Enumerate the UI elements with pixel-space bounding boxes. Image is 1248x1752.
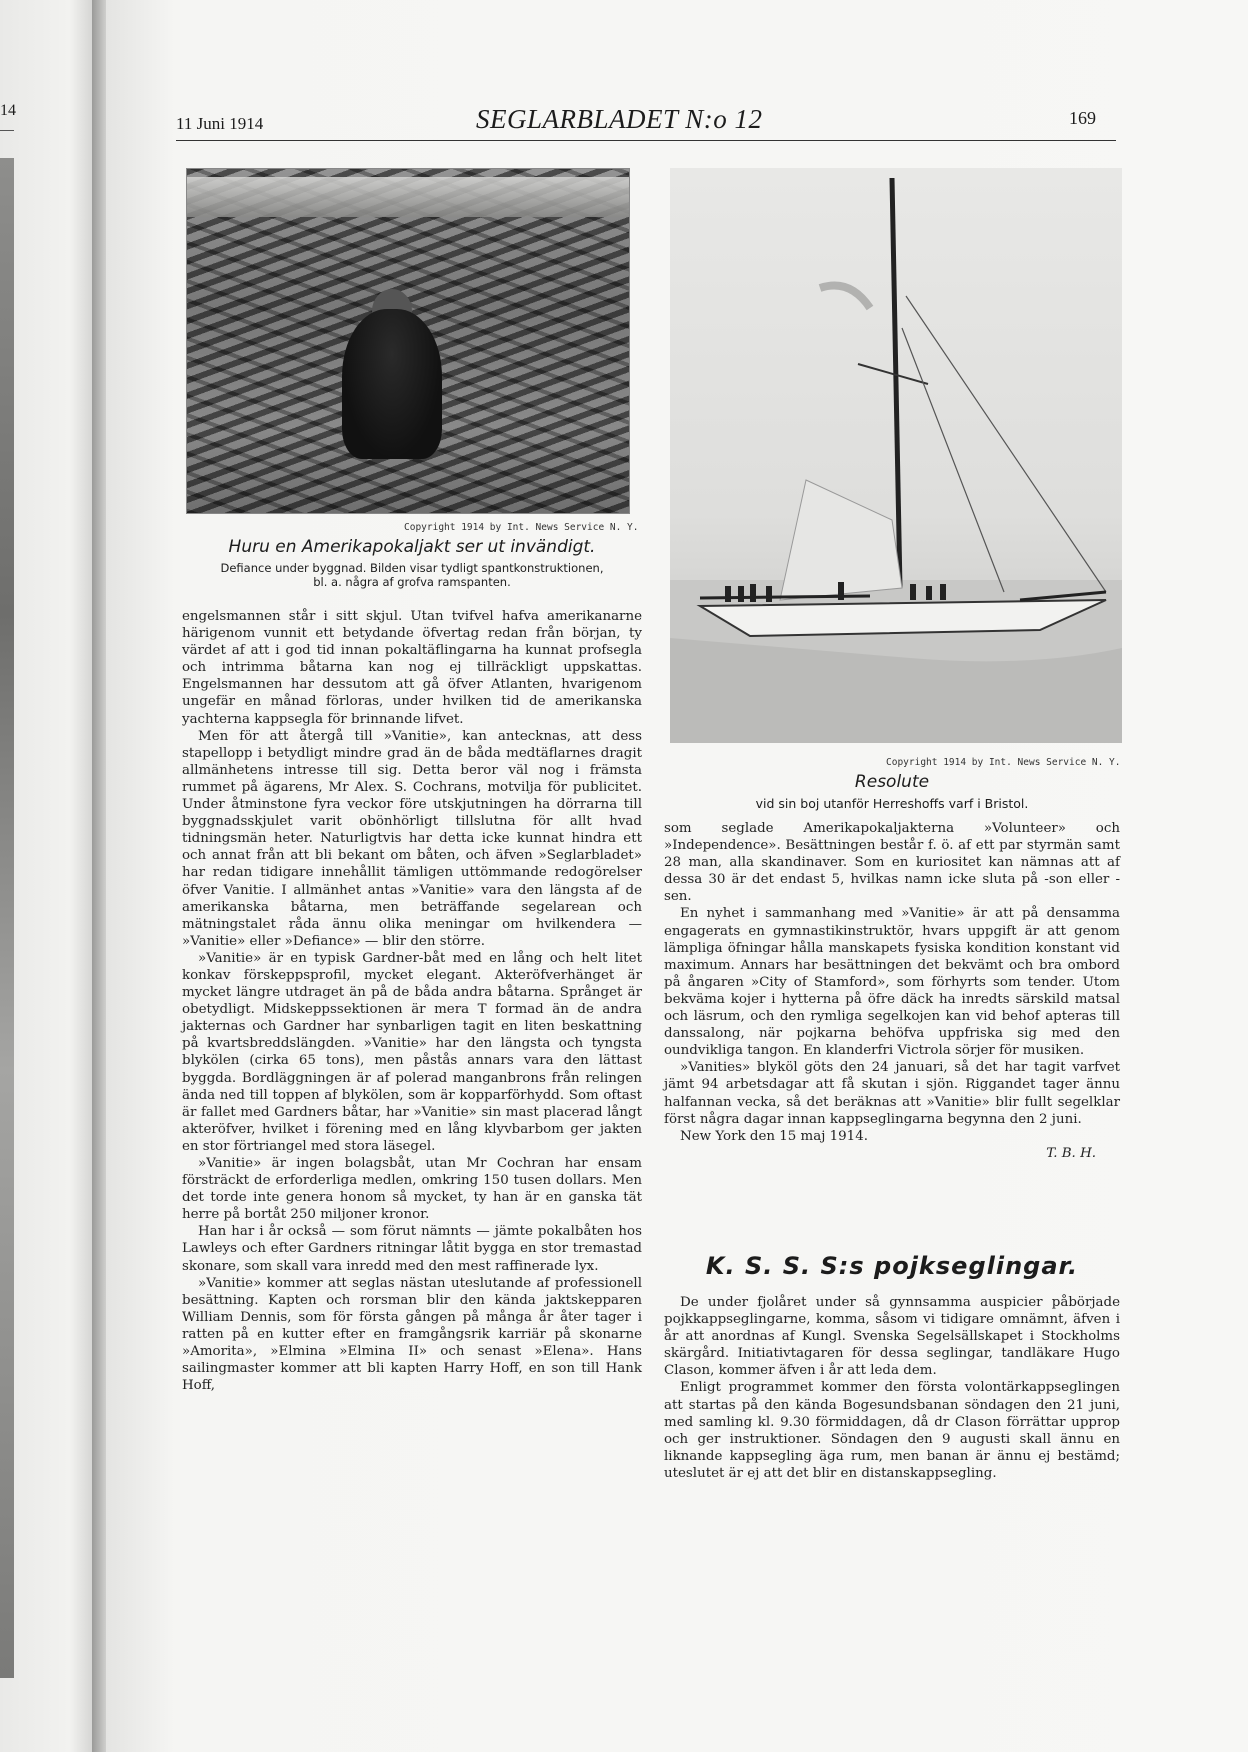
paragraph: Han har i år också — som förut nämnts — jämte pokalbåten hos Lawleys och efter Gardners ritningar låtit bygga en stor tremastad skonare, som skall vara inredd med den mest raffinerade lyx. [182, 1224, 642, 1274]
article-column-right [664, 820, 1120, 1162]
section-heading: K. S. S. S:s pojkseglingar. [705, 1252, 1079, 1280]
previous-page-number: 14 [0, 102, 16, 119]
previous-page-image-fragment [0, 158, 14, 1678]
figure1-title: Huru en Amerikapokaljakt ser ut invändigt. [228, 537, 596, 557]
photo-worker [342, 309, 442, 459]
publication-title: SEGLARBLADET N:o 12 [476, 104, 763, 134]
issue-date: 11 Juni 1914 [176, 114, 264, 133]
photo-resolute-yacht [670, 168, 1122, 743]
figure1-credit: Copyright 1914 by Int. News Service N. Y. [404, 522, 639, 533]
figure1-caption-line2: bl. a. några af grofva ramspanten. [313, 575, 511, 589]
paragraph: En nyhet i sammanhang med »Vanitie» är att på densamma engagerats en gymnastikinstruktör, hvars uppgift är att genom lämpliga öfningar hålla manskapets fysiska kondition konstant vid maximum. Annars har besättningen det bekvämt och bra ombord på ångaren »City of Stamford», som förhyrts som tender. Utom bekväma kojer i hytterna på öfre däck ha inredts särskild matsal och läsrum, och den rymliga segelkojen kan vid behof apteras till danssalong, när pojkarna behöfva uppfriska sig med den oundvikliga tangon. En klanderfri Victrola sörjer för musiken. [664, 906, 1120, 1059]
article-column-left [182, 608, 642, 1394]
paragraph: »Vanitie» är ingen bolagsbåt, utan Mr Cochran har ensam försträckt de erforderliga medlen, omkring 150 tusen dollars. Men det torde inte genera honom så mycket, ty han är en ganska tät herre på bortåt 250 miljoner kronor. [182, 1156, 642, 1223]
paragraph: »Vanitie» är en typisk Gardner-båt med en lång och helt litet konkav förskeppsprofil, mycket elegant. Akteröfverhänget är mycket längre utdraget än på de båda andra båtarna. Språnget är obetydligt. Midskeppssektionen är mera T formad än de andra jakternas och Gardner har synbarligen tagit en liten beskattning på kvartsbreddslängden. »Vanitie» har den längsta och tyngsta blykölen (cirka 65 tons), men påstås annars vara den lättast byggda. Bordläggningen är af polerad manganbrons från relingen ända ned till toppen af blykölen, som är kopparförhydd. Som oftast är fallet med Gardners båtar, har »Vanitie» sin mast placerad långt akteröfver, hvilket i förening med en lång klyvbarbom ger jakten en stor förtriangel med stora läsegel. [182, 950, 642, 1154]
sailboat-illustration [670, 168, 1122, 743]
header-rule [176, 140, 1116, 141]
paragraph: som seglade Amerikapokaljakterna »Volunteer» och »Independence». Besättningen består f. ö. af ett par styrmän samt 28 man, alla skandinaver. Som en kuriositet kan nämnas att af dessa 30 är det endast 5, hvilkas namn icke sluta på -son eller -sen. [664, 821, 1120, 905]
figure2-credit: Copyright 1914 by Int. News Service N. Y. [886, 757, 1121, 768]
page-number: 169 [1069, 108, 1096, 128]
paragraph: Enligt programmet kommer den första volontärkappseglingen att startas på den kända Bogesundsbanan söndagen den 21 juni, med samling kl. 9.30 förmiddagen, då dr Clason förrättar upprop och ger instruktioner. Söndagen den 9 augusti skall ännu en liknande kappsegling äga rum, men banan är ännu ej bestämd; uteslutet är ej att det blir en distanskappsegling. [664, 1380, 1120, 1481]
figure1-caption-line1: Defiance under byggnad. Bilden visar tydligt spantkonstruktionen, [220, 561, 604, 575]
photo-beam [187, 177, 629, 217]
author-signature: T. B. H. [1046, 1145, 1096, 1161]
paragraph: »Vanities» blyköl göts den 24 januari, så det har tagit varfvet jämt 94 arbetsdagar att få skutan i sjön. Riggandet tager ännu halfannan vecka, så det beräknas att »Vanitie» blir fullt segelklar först några dagar innan kappseglingarna begynna den 2 juni. [664, 1060, 1120, 1127]
paragraph: engelsmannen står i sitt skjul. Utan tvifvel hafva amerikanarne härigenom vunnit ett betydande öfvertag redan från början, ty värdet af att i god tid innan pokaltäflingarna ha kunnat profsegla och intrimma båtarna kan nog ej tillräckligt uppskattas. Engelsmannen har dessutom att gå öfver Atlanten, hvarigenom ungefär en månad förloras, under hvilken tid de amerikanska yachterna kappsegla för brinnande lifvet. [182, 609, 642, 727]
section-body [664, 1294, 1120, 1482]
dateline: New York den 15 maj 1914. [680, 1128, 868, 1144]
running-header [176, 104, 1116, 134]
figure2-title: Resolute [854, 772, 930, 792]
paragraph: De under fjolåret under så gynnsamma auspicier påbörjade pojkkappseglingarne, komma, såsom vi tidigare omnämnt, äfven i år att anordnas af Kungl. Svenska Segelsällskapet i Stockholms skärgård. Initiativtagaren för dessa seglingar, tandläkare Hugo Clason, kommer äfven i år att leda dem. [664, 1295, 1120, 1379]
previous-page-edge [0, 0, 100, 1752]
previous-page-rule [0, 130, 14, 131]
photo-yacht-interior [186, 168, 630, 514]
book-gutter [92, 0, 106, 1752]
paragraph: »Vanitie» kommer att seglas nästan uteslutande af professionell besättning. Kapten och rorsman blir den kända jaktskepparen William Dennis, som för första gången på många år åter tager i ratten på en kutter efter en framgångsrik karriär på skonarne »Amorita», »Elmina »Elmina II» och senast »Elena». Hans sailingmaster kommer att bli kapten Harry Hoff, en son till Hank Hoff, [182, 1275, 642, 1394]
paragraph: Men för att återgå till »Vanitie», kan antecknas, att dess stapellopp i betydligt mindre grad än de båda medtäflarnes dragit allmänhetens intresse till sig. Detta beror väl nog i främsta rummet på ägarens, Mr Alex. S. Cochrans, motvilja för publicitet. Under åtminstone fyra veckor före utskjutningen ha dörrarna till byggnadsskjulet varit obönhörligt tillslutna för allt hvad tidningsmän heter. Naturligtvis har detta icke kunnat hindra ett och annat från att bli bekant om båten, och äfven »Seglarbladet» har redan tidigare innehållit tämligen uttömmande redogörelser öfver Vanitie. I allmänhet antas »Vanitie» vara den längsta af de amerikanska båtarna, men beträffande segelarean och mätningstalet råda ännu olika meningar om hvilkendera — »Vanitie» eller »Defiance» — blir den större. [182, 728, 642, 949]
figure2-caption: vid sin boj utanför Herreshoffs varf i Bristol. [755, 796, 1029, 811]
